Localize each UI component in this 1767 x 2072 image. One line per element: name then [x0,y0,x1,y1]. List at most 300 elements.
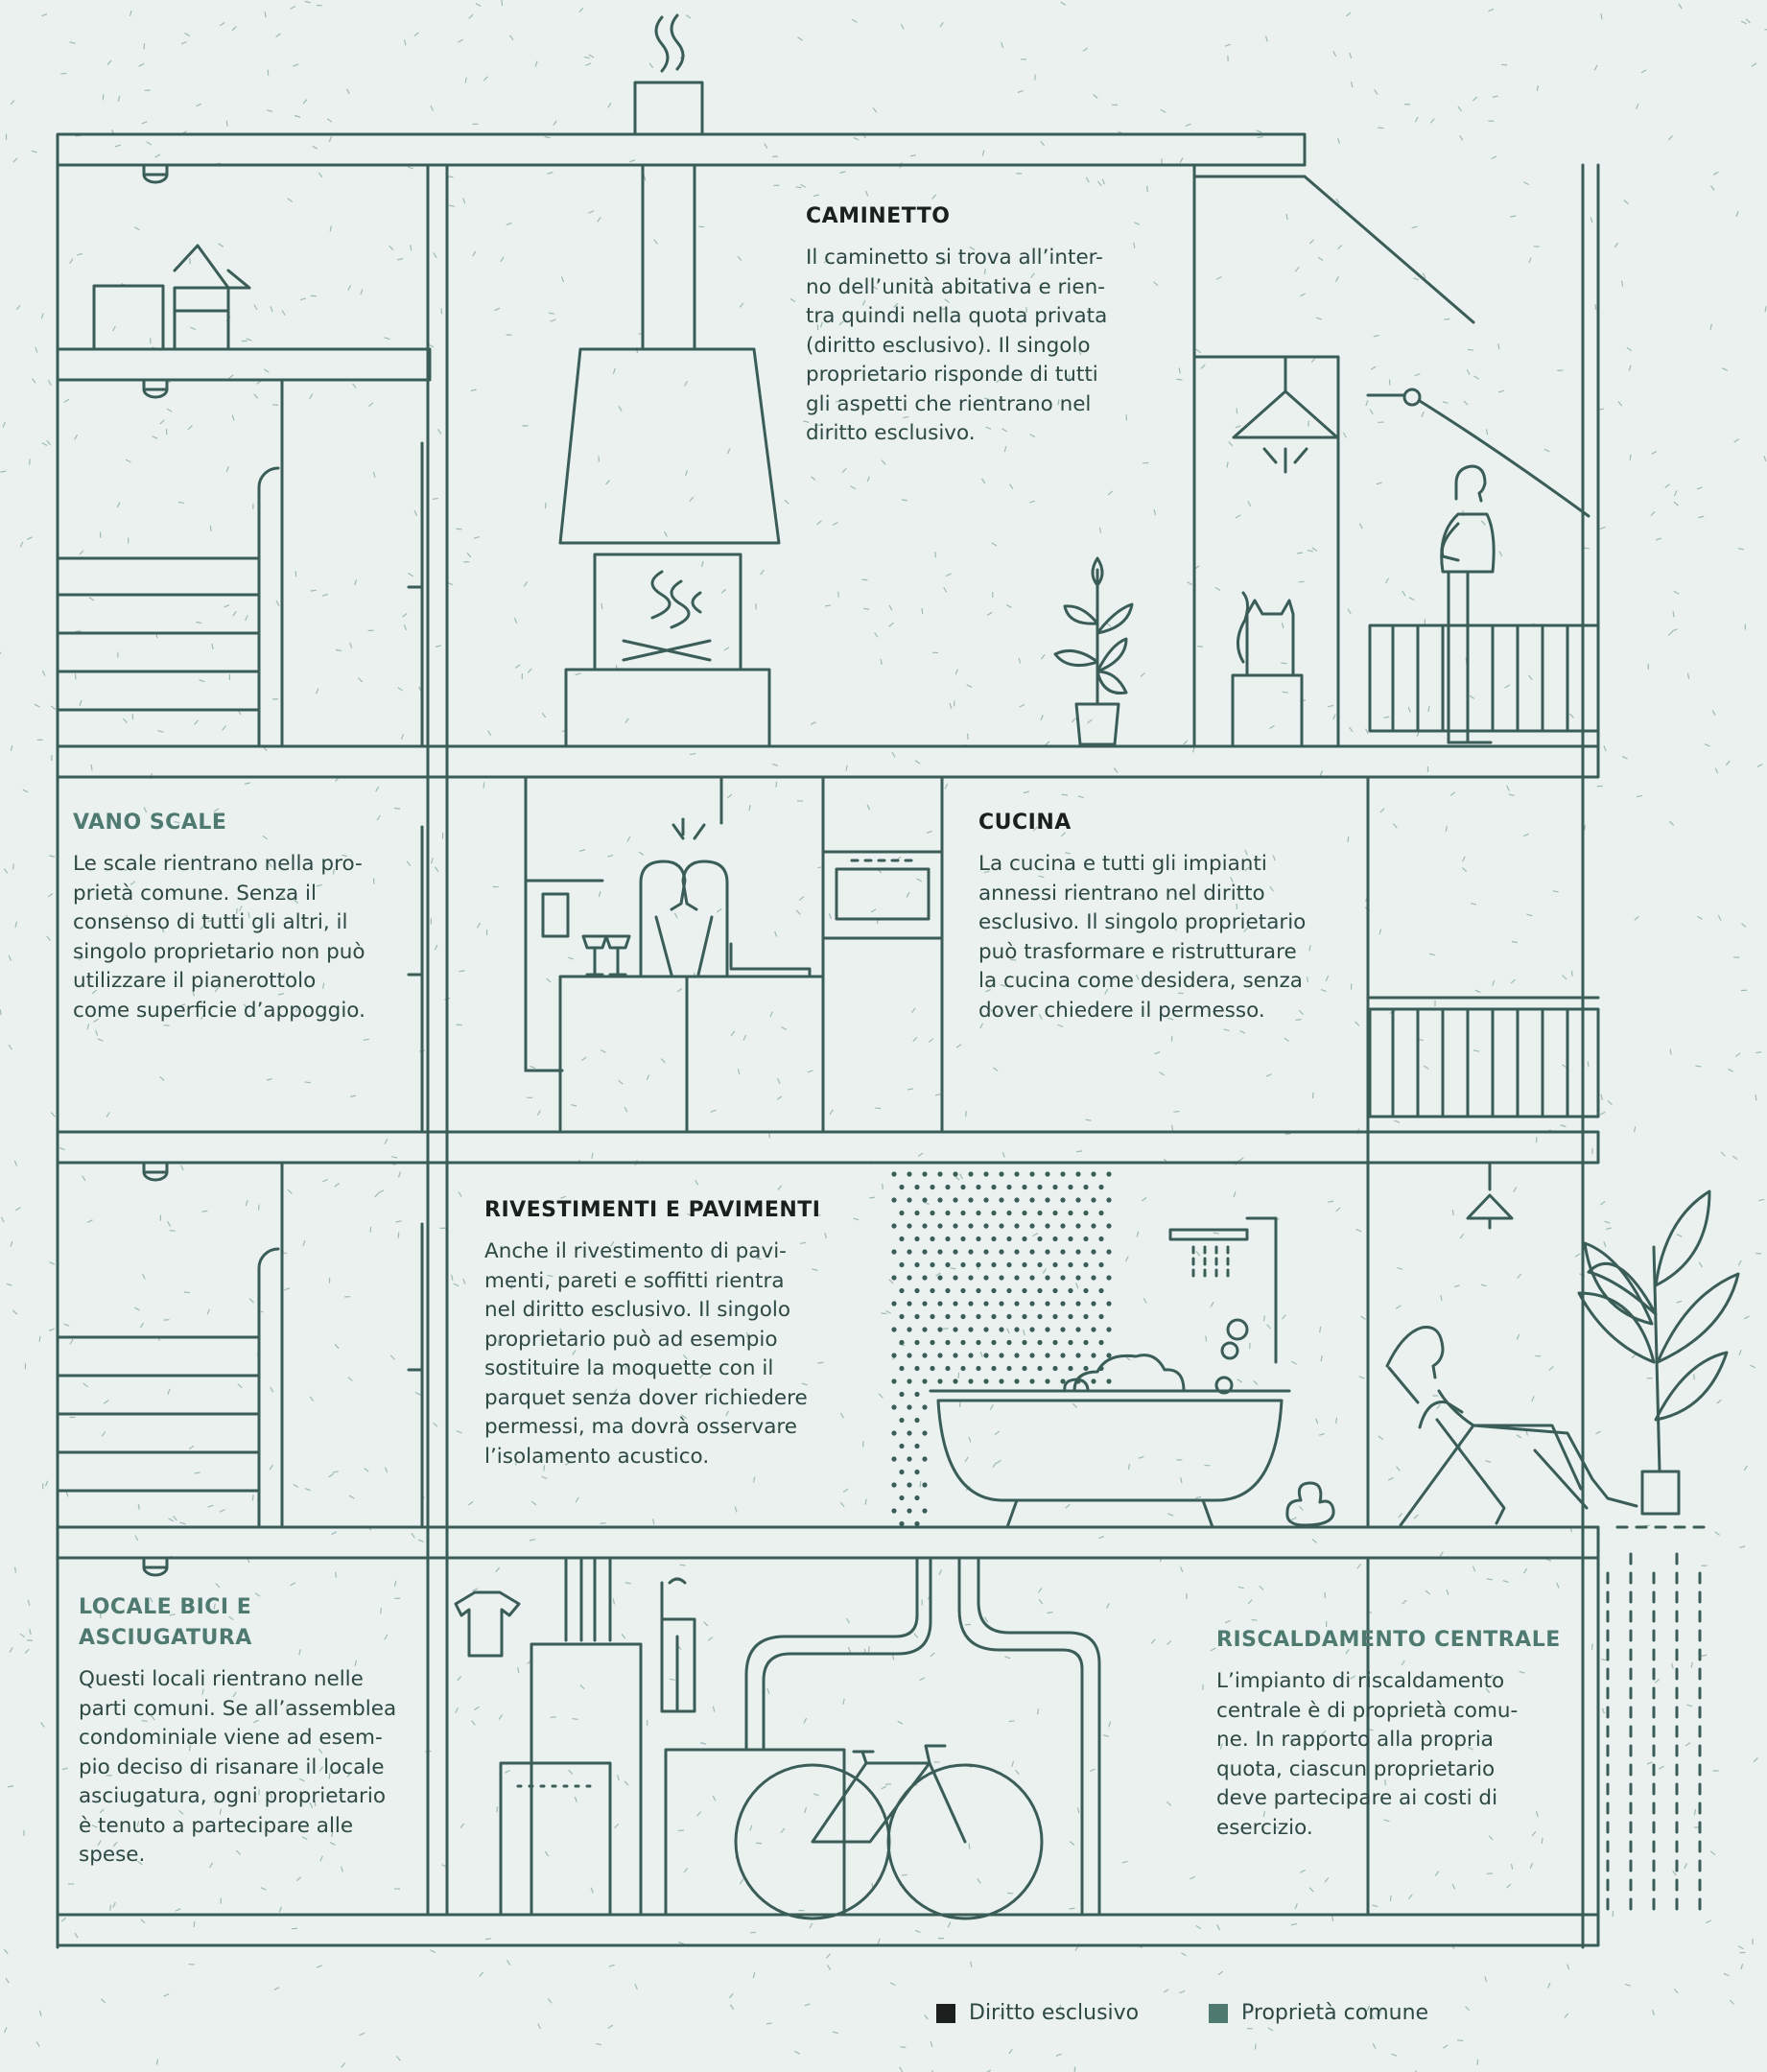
tile-dot [1083,1288,1088,1293]
tile-dot [891,1327,896,1331]
tile-dot [891,1482,896,1487]
tile-dot [937,1378,942,1383]
tile-dot [922,1171,927,1176]
tile-dot [1106,1197,1111,1202]
tile-dot [1052,1340,1057,1345]
tile-dot [1037,1288,1042,1293]
tile-dot [1006,1366,1011,1371]
slab-3 [58,1527,1598,1558]
tile-dot [1060,1223,1065,1228]
tile-dot [945,1185,950,1189]
tile-dot [968,1197,973,1202]
tile-dot [1083,1211,1088,1215]
tile-dot [1037,1211,1042,1215]
tile-dot [1068,1262,1072,1267]
balcony-mid-rails [1393,1009,1567,1117]
tile-dot [976,1288,980,1293]
tile-dot [937,1275,942,1280]
tile-dot [1075,1378,1080,1383]
tile-dot [991,1211,996,1215]
tile-dot [1075,1301,1080,1306]
tile-dot [1029,1353,1034,1357]
tile-dot [907,1223,911,1228]
tile-dot [1075,1171,1080,1176]
section-locale-bici [79,1592,424,1871]
tile-dot [914,1392,919,1397]
tile-dot [968,1275,973,1280]
tile-dot [976,1262,980,1267]
tile-dot [960,1262,965,1267]
tile-dot [914,1495,919,1500]
tile-dot [983,1353,988,1357]
tile-dot [907,1378,911,1383]
tile-dot [1068,1314,1072,1319]
legend-label: Diritto esclusivo [969,2001,1140,2025]
tile-dot [1052,1236,1057,1241]
tile-dot [907,1353,911,1357]
tile-dot [1022,1288,1026,1293]
tile-dot [1006,1288,1011,1293]
tile-dot [937,1197,942,1202]
tile-dot [891,1404,896,1409]
tile-dot [1045,1171,1049,1176]
stairs-top [58,380,422,746]
tile-dot [945,1288,950,1293]
tile-dot [953,1197,957,1202]
tile-dot [914,1185,919,1189]
tile-dot [899,1444,904,1448]
tile-dot [1037,1366,1042,1371]
kitchen [526,777,942,1132]
shirt-icon [456,1592,519,1656]
tile-dot [1029,1197,1034,1202]
tile-dot [1029,1223,1034,1228]
tile-dot [1091,1275,1096,1280]
tile-dot [1075,1353,1080,1357]
tile-dot [899,1521,904,1526]
tile-dot [1098,1236,1103,1241]
tile-dot [968,1171,973,1176]
tile-dot [937,1249,942,1254]
tile-dot [922,1327,927,1331]
tile-dots [891,1171,1111,1526]
tile-dot [953,1353,957,1357]
tile-dot [968,1327,973,1331]
tile-dot [983,1378,988,1383]
tile-dot [1022,1236,1026,1241]
tile-dot [953,1223,957,1228]
tile-dot [899,1185,904,1189]
tile-dot [1068,1288,1072,1293]
tile-dot [976,1366,980,1371]
tile-dot [1060,1249,1065,1254]
tile-dot [960,1236,965,1241]
tile-dot [1014,1171,1019,1176]
tile-dot [1106,1249,1111,1254]
tile-dot [960,1366,965,1371]
tile-dot [1098,1366,1103,1371]
tile-dot [1060,1301,1065,1306]
tile-dot [891,1249,896,1254]
tile-dot [991,1314,996,1319]
tile-dot [907,1404,911,1409]
tile-dot [891,1275,896,1280]
tile-dot [1014,1223,1019,1228]
tile-dot [1075,1249,1080,1254]
tile-dot [1014,1301,1019,1306]
tile-dot [968,1223,973,1228]
fireplace-illustration [560,165,779,746]
tile-dot [1022,1366,1026,1371]
section-caminetto [806,201,1151,449]
tile-dot [1083,1185,1088,1189]
tile-dot [922,1456,927,1461]
tile-dot [937,1327,942,1331]
tile-dot [1091,1223,1096,1228]
tile-dot [1045,1301,1049,1306]
tile-dot [1045,1249,1049,1254]
tile-dot [945,1314,950,1319]
tile-dot [968,1249,973,1254]
tile-dot [1037,1314,1042,1319]
tile-dot [999,1353,1003,1357]
legend-swatch-common [1209,2004,1228,2023]
tile-dot [1106,1378,1111,1383]
tile-dot [899,1262,904,1267]
section-text: Questi locali rientrano nelle parti comuni. Se all’assemblea condominiale viene ad esem- pio deciso di risanare il locale asciugatura, ogni proprietario è tenuto a partecipare alle spese. [79,1667,397,1867]
tile-dot [1037,1185,1042,1189]
tile-dot [1006,1236,1011,1241]
tile-dot [1075,1223,1080,1228]
tile-dot [1052,1366,1057,1371]
tile-dot [1014,1275,1019,1280]
tile-dot [1022,1262,1026,1267]
tile-dot [999,1197,1003,1202]
tile-dot [1075,1275,1080,1280]
tile-dot [999,1275,1003,1280]
picture-frame [543,894,568,936]
tile-dot [907,1275,911,1280]
smoke-left [656,17,668,71]
tile-dot [999,1249,1003,1254]
tile-dot [960,1340,965,1345]
tile-dot [991,1340,996,1345]
tile-dot [899,1392,904,1397]
tile-dot [960,1288,965,1293]
section-title: RISCALDAMENTO CENTRALE [1216,1628,1561,1652]
tile-dot [1083,1340,1088,1345]
tile-dot [1098,1262,1103,1267]
plant-big [1579,1191,1738,1514]
tile-dot [1075,1327,1080,1331]
section-vano-scale [73,808,418,1025]
tile-dot [922,1275,927,1280]
tile-dot [1045,1197,1049,1202]
tile-dot [1060,1171,1065,1176]
tile-dot [1052,1262,1057,1267]
tile-dot [983,1275,988,1280]
tile-dot [1106,1275,1111,1280]
tile-dot [922,1353,927,1357]
section-title: RIVESTIMENTI E PAVIMENTI [484,1198,821,1222]
tile-dot [1098,1340,1103,1345]
tile-dot [1083,1262,1088,1267]
slab-1 [58,746,1598,777]
section-title: CAMINETTO [806,204,951,228]
tile-dot [922,1378,927,1383]
tile-dot [914,1470,919,1474]
tile-dot [914,1288,919,1293]
tile-dot [891,1508,896,1513]
tile-dot [1052,1211,1057,1215]
tile-dot [914,1521,919,1526]
tile-dot [1083,1366,1088,1371]
tile-dot [960,1314,965,1319]
section-riscaldamento [1216,1625,1581,1843]
tile-dot [999,1171,1003,1176]
tile-dot [907,1327,911,1331]
tile-dot [1106,1171,1111,1176]
tile-dot [1045,1223,1049,1228]
tile-dot [945,1262,950,1267]
tile-dot [1060,1275,1065,1280]
tile-dot [899,1418,904,1423]
tile-dot [899,1211,904,1215]
tile-dot [999,1223,1003,1228]
tile-dot [968,1353,973,1357]
tile-dot [1068,1236,1072,1241]
plant-top [1055,558,1132,744]
tile-dot [937,1301,942,1306]
tile-dot [1091,1353,1096,1357]
tile-dot [1006,1262,1011,1267]
tile-dot [1083,1236,1088,1241]
chimney-top [635,82,702,134]
tile-dot [1029,1301,1034,1306]
tile-dot [1052,1185,1057,1189]
tile-dot [930,1211,934,1215]
tile-dot [922,1197,927,1202]
tile-dot [953,1171,957,1176]
tile-dot [1014,1197,1019,1202]
tile-dot [1091,1197,1096,1202]
tile-dot [999,1378,1003,1383]
tile-dot [1022,1340,1026,1345]
tile-dot [922,1249,927,1254]
tile-dot [922,1482,927,1487]
tile-dot [1014,1327,1019,1331]
tile-dot [1091,1327,1096,1331]
tile-dot [891,1430,896,1435]
tile-dot [991,1366,996,1371]
tile-dot [1029,1327,1034,1331]
tile-dot [1052,1288,1057,1293]
tile-dot [1022,1211,1026,1215]
tile-dot [953,1249,957,1254]
tile-dot [1106,1301,1111,1306]
section-text: La cucina e tutti gli impianti annessi rientrano nel diritto esclusivo. Il singolo proprietario può trasformare e ristrutturare la cucina come desidera, senza dover chiedere il permesso. [978,852,1307,1023]
tile-dot [930,1262,934,1267]
tile-dot [976,1314,980,1319]
tile-dot [937,1353,942,1357]
tile-dot [1029,1378,1034,1383]
bathroom [931,1218,1333,1527]
tile-dot [1075,1197,1080,1202]
tile-dot [891,1378,896,1383]
tile-dot [930,1340,934,1345]
legend-swatch-private [936,2004,955,2023]
tile-dot [1091,1378,1096,1383]
tile-dot [891,1301,896,1306]
tile-dot [1091,1171,1096,1176]
tile-dot [1006,1211,1011,1215]
tile-dot [1091,1301,1096,1306]
tile-dot [891,1223,896,1228]
person-balcony [1442,466,1494,742]
tile-dot [1029,1275,1034,1280]
tile-dot [1068,1340,1072,1345]
tile-dot [999,1301,1003,1306]
tile-dot [1106,1327,1111,1331]
tile-dot [960,1211,965,1215]
tile-dot [976,1340,980,1345]
tile-dot [968,1301,973,1306]
tile-dot [1022,1314,1026,1319]
section-text: Anche il rivestimento di pavi- menti, pareti e soffitti rientra nel diritto esclusivo. Il singolo proprietario può ad esempio sostituire la moquette con il parquet senza dover richiedere permessi, ma dovrà osservare l’isolamento acustico. [484,1239,808,1469]
tile-dot [914,1418,919,1423]
tile-dot [1045,1353,1049,1357]
tile-dot [1068,1211,1072,1215]
tile-dot [1037,1236,1042,1241]
tile-dot [1045,1378,1049,1383]
tile-dot [991,1288,996,1293]
tile-dot [1060,1378,1065,1383]
tile-dot [983,1249,988,1254]
tile-dot [922,1430,927,1435]
tile-dot [1068,1185,1072,1189]
tile-dot [891,1456,896,1461]
tile-dot [953,1275,957,1280]
tile-dot [1106,1353,1111,1357]
tile-dot [899,1236,904,1241]
tile-dot [1068,1366,1072,1371]
tile-dot [976,1211,980,1215]
tile-dot [991,1185,996,1189]
attic-shelf [58,165,430,397]
legend-label: Proprietà comune [1241,2001,1429,2025]
tile-dot [976,1185,980,1189]
tile-dot [914,1444,919,1448]
tile-dot [937,1171,942,1176]
tile-dot [983,1197,988,1202]
tile-dot [960,1185,965,1189]
tile-dot [983,1171,988,1176]
tile-dot [1045,1275,1049,1280]
tile-dot [999,1327,1003,1331]
tile-dot [983,1327,988,1331]
tile-dot [930,1236,934,1241]
tile-dot [930,1314,934,1319]
tile-dot [953,1327,957,1331]
tile-dot [945,1236,950,1241]
ground [1608,1527,1704,1919]
tile-dot [1098,1288,1103,1293]
tile-dot [1060,1197,1065,1202]
tile-dot [1006,1340,1011,1345]
slab-4 [58,1915,1598,1945]
tile-dot [914,1340,919,1345]
tile-dot [976,1236,980,1241]
tile-dot [1083,1314,1088,1319]
tile-dot [907,1301,911,1306]
tile-dot [1022,1185,1026,1189]
tile-dot [983,1223,988,1228]
tile-dot [1106,1223,1111,1228]
tile-dot [1098,1185,1103,1189]
person-lounger [1387,1163,1637,1525]
section-title: CUCINA [978,811,1072,835]
tile-dot [907,1197,911,1202]
tile-dot [1014,1353,1019,1357]
tile-dot [914,1211,919,1215]
tile-dot [914,1314,919,1319]
tile-dot [930,1366,934,1371]
tile-dot [1014,1378,1019,1383]
tile-dot [907,1249,911,1254]
tile-dot [922,1301,927,1306]
tile-dot [1029,1249,1034,1254]
tile-dot [914,1236,919,1241]
tile-dot [891,1171,896,1176]
tile-dot [945,1340,950,1345]
tile-dot [922,1223,927,1228]
tile-dot [930,1185,934,1189]
tile-dot [1091,1249,1096,1254]
tile-dot [1006,1314,1011,1319]
tile-dot [945,1366,950,1371]
legend-private [936,2001,1139,2025]
tile-dot [899,1366,904,1371]
tile-dot [945,1211,950,1215]
tile-dot [922,1404,927,1409]
tile-dot [907,1430,911,1435]
tile-dot [991,1262,996,1267]
tile-dot [983,1301,988,1306]
tile-dot [907,1456,911,1461]
section-text: L’impianto di riscaldamento centrale è di proprietà comu- ne. In rapporto alla propria quota, ciascun proprietario deve partecipare ai costi di esercizio. [1216,1669,1519,1840]
tile-dot [1029,1171,1034,1176]
roof [58,15,1305,165]
tile-dot [1014,1249,1019,1254]
tile-dot [1098,1211,1103,1215]
section-text: Le scale rientrano nella pro- prietà comune. Senza il consenso di tutti gli altri, il singolo proprietario non può utilizzare il pianerottolo come superficie d’appoggio. [73,852,365,1023]
tile-dot [907,1508,911,1513]
section-text: Il caminetto si trova all’inter- no dell’unità abitativa e rien- tra quindi nella quota privata (diritto esclusivo). Il singolo proprietario risponde di tutti gli aspetti che rientrano nel diritto esclusivo. [806,246,1108,445]
section-title: VANO SCALE [73,811,227,835]
tile-dot [899,1470,904,1474]
tile-dot [907,1171,911,1176]
tile-dot [907,1482,911,1487]
tile-dot [953,1301,957,1306]
tile-dot [1045,1327,1049,1331]
tile-dot [1098,1314,1103,1319]
tile-dot [899,1288,904,1293]
tile-dot [914,1366,919,1371]
tile-dot [968,1378,973,1383]
tile-dot [899,1495,904,1500]
tile-dot [1037,1262,1042,1267]
tile-dot [914,1262,919,1267]
